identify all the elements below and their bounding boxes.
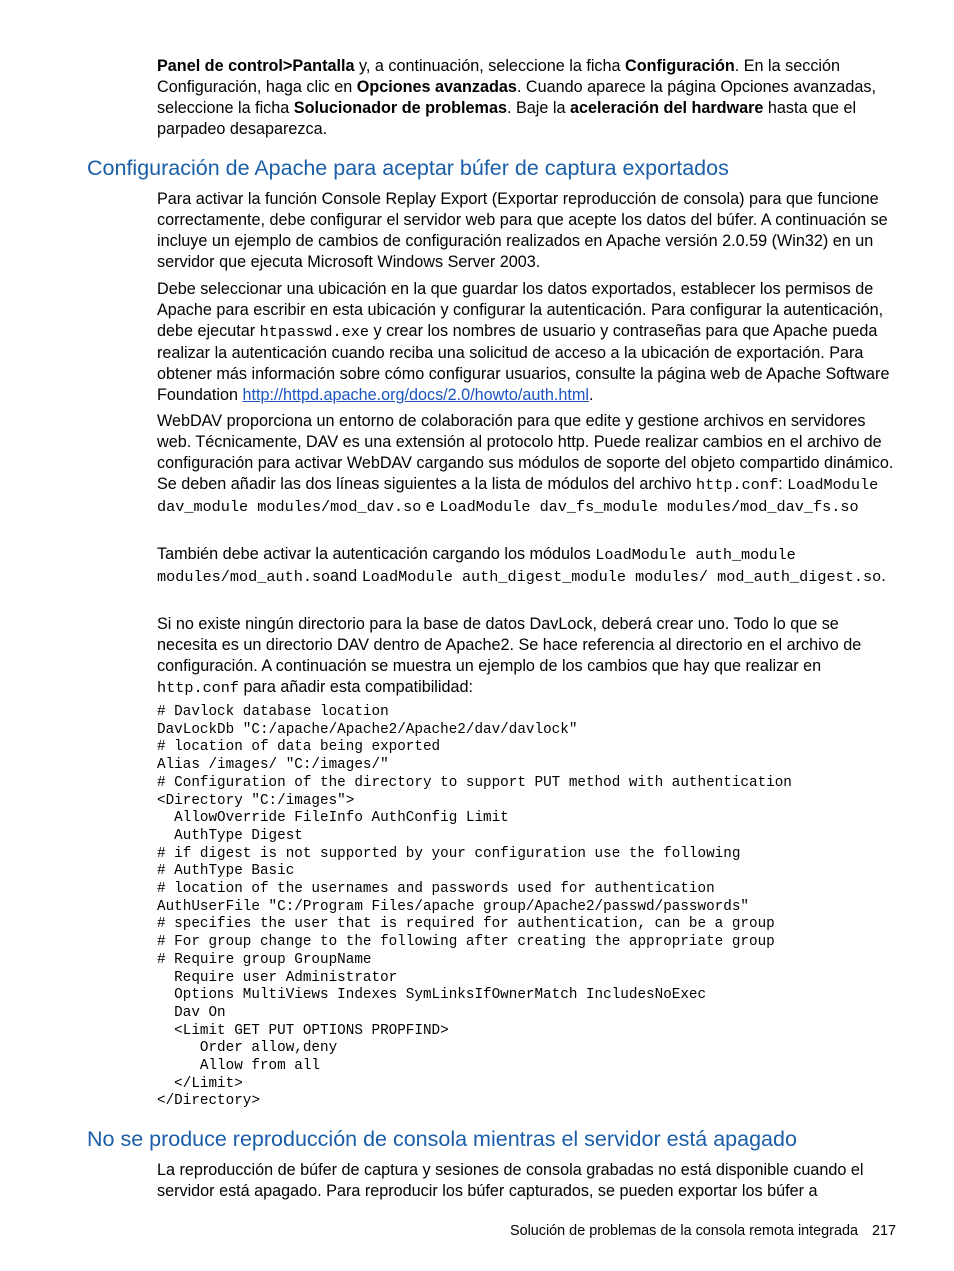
intro-text-1: y, a continuación, seleccione la ficha	[354, 57, 626, 75]
p2-text-1: Debe seleccionar una ubicación en la que guardar los datos exportados, establecer los permisos de Apache para escribir en esta ubicación y configurar la autenticación. Para configurar la autenticación, debe ejecutar	[157, 280, 884, 340]
intro-text-2: . En la sección Configuración, haga clic en	[157, 57, 841, 96]
intro-bold-4: Solucionador de problemas	[293, 99, 507, 117]
intro-text-5: hasta que el parpadeo desaparezca.	[157, 99, 857, 138]
apache-auth-link[interactable]: http://httpd.apache.org/docs/2.0/howto/auth.html	[242, 386, 589, 404]
p3-code-dav-module: LoadModule dav_module modules/mod_dav.so	[157, 476, 879, 516]
section-heading-apache-config: Configuración de Apache para aceptar búfer de captura exportados	[87, 156, 729, 180]
intro-text-3: . Cuando aparece la página Opciones avanzadas, seleccione la ficha	[157, 78, 877, 117]
intro-paragraph	[157, 56, 902, 140]
p2-text-2: y crear los nombres de usuario y contraseñas para que Apache pueda realizar la autenticación cuando reciba una solicitud de acceso a la ubicación de exportación. Para obtener más información sobre cómo configurar usuarios, consulte la página web de Apache Software Foundation	[157, 322, 890, 404]
intro-bold-5: aceleración del hardware	[569, 99, 764, 117]
p3-text-2: :	[778, 475, 788, 493]
section1-paragraph-5	[157, 614, 902, 699]
intro-bold-2: Configuración	[625, 57, 735, 75]
p4-code-auth-digest-module: LoadModule auth_digest_module modules/ mod_auth_digest.so	[361, 568, 882, 586]
p3-text-3: e	[421, 497, 440, 515]
section1-paragraph-3	[157, 411, 902, 518]
page-number: 217	[871, 1223, 896, 1239]
footer-title: Solución de problemas de la consola remota integrada	[509, 1223, 858, 1239]
p4-text-1: También debe activar la autenticación cargando los módulos	[157, 545, 596, 563]
intro-bold-1: Panel de control>Pantalla	[157, 57, 355, 75]
p4-code-auth-module: LoadModule auth_module modules/mod_auth.so	[157, 546, 796, 586]
intro-bold-3: Opciones avanzadas	[356, 78, 517, 96]
p3-code-httpconf: http.conf	[696, 476, 779, 494]
p2-text-3: .	[588, 386, 594, 404]
section1-paragraph-4	[157, 544, 902, 588]
p5-text-1: Si no existe ningún directorio para la base de datos DavLock, deberá crear uno. Todo lo que se necesita es un directorio DAV dentro de Apache2. Se hace referencia al directorio en el archivo de configuración. A continuación se muestra un ejemplo de los cambios que hay que realizar en	[157, 615, 862, 675]
p2-code-htpasswd: htpasswd.exe	[259, 323, 369, 341]
section2-paragraph-1	[157, 1160, 902, 1202]
p4-text-3: .	[881, 567, 886, 585]
p3-code-dav-fs-module: LoadModule dav_fs_module modules/mod_dav_fs.so	[439, 498, 859, 516]
p4-text-2: and	[330, 567, 362, 585]
p5-text-2: para añadir esta compatibilidad:	[239, 678, 473, 696]
section1-paragraph-1	[157, 189, 902, 273]
section-heading-console-replay-off: No se produce reproducción de consola mientras el servidor está apagado	[87, 1127, 797, 1151]
intro-text-4: . Baje la	[506, 99, 570, 117]
section2-p1-text: La reproducción de búfer de captura y sesiones de consola grabadas no está disponible cuando el servidor está apagado. Para reproducir los búfer capturados, se pueden exportar los búfer a	[157, 1161, 864, 1200]
section1-p1-text: Para activar la función Console Replay Export (Exportar reproducción de consola) para que funcione correctamente, debe configurar el servidor web para que acepte los datos del búfer. A continuación se incluye un ejemplo de cambios de configuración realizados en Apache versión 2.0.59 (Win32) en un servidor que ejecuta Microsoft Windows Server 2003.	[157, 190, 888, 271]
p5-code-httpconf: http.conf	[157, 679, 240, 697]
page-footer	[510, 1222, 896, 1240]
section1-paragraph-2	[157, 279, 902, 406]
p3-text-1: WebDAV proporciona un entorno de colaboración para que edite y gestione archivos en servidores web. Técnicamente, DAV es una extensión al protocolo http. Puede realizar cambios en el archivo de configuración para activar WebDAV cargando sus módulos de soporte del objeto compartido dinámico. Se deben añadir las dos líneas siguientes a la lista de módulos del archivo	[157, 412, 894, 493]
apache-config-code-block: # Davlock database location DavLockDb "C:/apache/Apache2/Apache2/dav/davlock" # location of data being exported Alias /images/ "C:/images/" # Configuration of the directory to support PUT method with authentication <Directory "C:/images"> AllowOverride FileInfo AuthConfig Limit AuthType Digest # if digest is not supported by your configuration use the following # AuthType Basic # location of the usernames and passwords used for authentication AuthUserFile "C:/Program Files/apache group/Apache2/passwd/passwords" # specifies the user that is required for authentication, can be a group # For group change to the following after creating the appropriate group # Require group GroupName Require user Administrator Options MultiViews Indexes SymLinksIfOwnerMatch IncludesNoExec Dav On <Limit GET PUT OPTIONS PROPFIND> Order allow,deny Allow from all </Limit> </Directory>	[157, 704, 792, 1110]
